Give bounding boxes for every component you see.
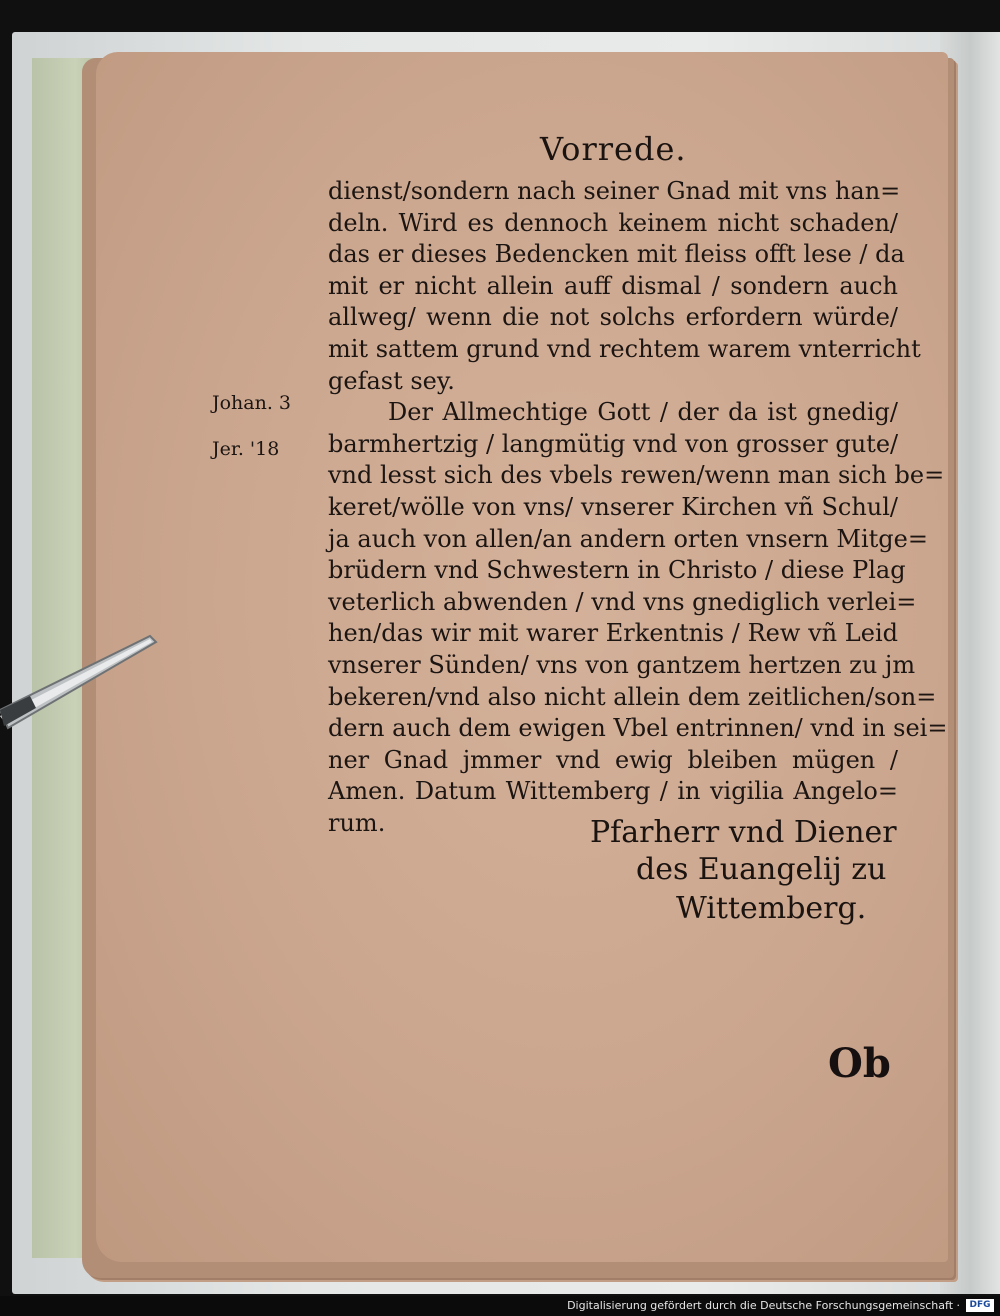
text-line: ja auch von allen/an andern orten vnsern Mitge= bbox=[328, 524, 928, 553]
text-line: gefast sey. bbox=[328, 366, 455, 395]
catchword: Ob bbox=[828, 1040, 891, 1087]
margin-note: Johan. 3 bbox=[212, 392, 292, 414]
dfg-logo: DFG bbox=[966, 1299, 994, 1312]
footer-bar bbox=[0, 1296, 1000, 1316]
text-line: keret/wölle von vns/ vnserer Kirchen vñ Schul/ bbox=[328, 492, 898, 521]
text-line: bekeren/vnd also nicht allein dem zeitlichen/son= bbox=[328, 682, 937, 711]
text-line: rum. bbox=[328, 808, 386, 837]
text-line: das er dieses Bedencken mit fleiss offt lese / da bbox=[328, 240, 905, 269]
signature-line: Pfarherr vnd Diener bbox=[590, 815, 897, 850]
text-line: dienst/sondern nach seiner Gnad mit vns han= bbox=[328, 177, 901, 205]
page-heading: Vorrede. bbox=[540, 130, 687, 168]
margin-note: Jer. '18 bbox=[212, 438, 280, 460]
text-line: deln. Wird es dennoch keinem nicht schaden/ bbox=[328, 208, 898, 237]
text-line: allweg/ wenn die not solchs erfordern würde/ bbox=[328, 303, 898, 332]
body-text bbox=[328, 176, 948, 839]
signature-line: Wittemberg. bbox=[676, 891, 867, 926]
text-line: dern auch dem ewigen Vbel entrinnen/ vnd in sei= bbox=[328, 714, 948, 743]
text-line: mit er nicht allein auff dismal / sondern auch bbox=[328, 271, 898, 300]
text-line: mit sattem grund vnd rechtem warem vnterricht bbox=[328, 334, 921, 363]
footer-credit: Digitalisierung gefördert durch die Deutsche Forschungsgemeinschaft · bbox=[567, 1299, 960, 1312]
text-line: hen/das wir mit warer Erkentnis / Rew vñ Leid bbox=[328, 619, 898, 648]
text-line: ner Gnad jmmer vnd ewig bleiben mügen / bbox=[328, 745, 898, 774]
signature-line: des Euangelij zu bbox=[636, 852, 887, 887]
text-line: veterlich abwenden / vnd vns gnediglich verlei= bbox=[328, 587, 917, 616]
text-line: Amen. Datum Wittemberg / in vigilia Angelo= bbox=[328, 777, 898, 806]
text-line: brüdern vnd Schwestern in Christo / diese Plag bbox=[328, 556, 906, 585]
text-line: Der Allmechtige Gott / der da ist gnedig/ bbox=[388, 398, 898, 427]
text-line: vnserer Sünden/ vns von gantzem hertzen zu jm bbox=[328, 650, 916, 679]
text-line: barmhertzig / langmütig vnd von grosser gute/ bbox=[328, 429, 899, 458]
text-line: vnd lesst sich des vbels rewen/wenn man sich be= bbox=[328, 461, 945, 490]
page-holder-knife-icon bbox=[0, 628, 170, 748]
